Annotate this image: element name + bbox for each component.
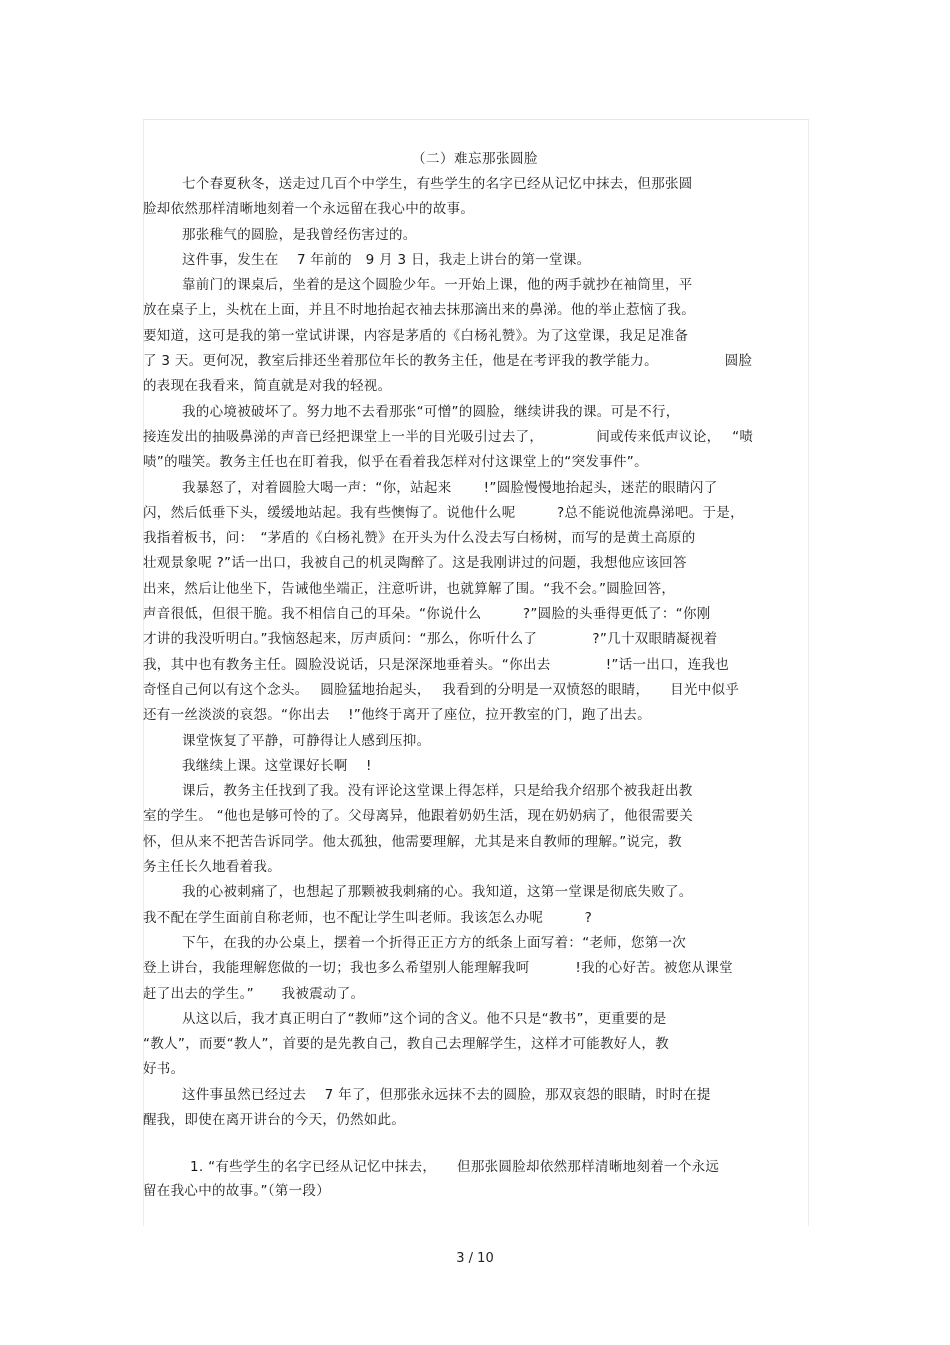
paragraph-line: “教人”，而要“教人”，首要的是先教自己，教自己去理解学生，这样才可能教好人，教 (143, 1036, 669, 1053)
paragraph-line: 靠前门的课桌后，坐着的是这个圆脸少年。一开始上课，他的两手就抄在袖筒里，平 (182, 277, 693, 294)
paragraph-line: 室的学生。 “他也是够可怜的了。父母离异，他跟着奶奶生活，现在奶奶病了，他很需要关 (143, 808, 694, 825)
paragraph-line: 这件事虽然已经过去 7 年了，但那张永远抹不去的圆脸，那双哀怨的眼睛，时时在提 (182, 1086, 711, 1103)
paragraph (143, 880, 807, 931)
paragraph-line: 出来，然后让他坐下，告诫他坐端正，注意听讲，也就算解了围。“我不会。”圆脸回答， (143, 580, 676, 597)
paragraph-line: 了 3 天。更何况，教室后排还坐着那位年长的教务主任，他是在考评我的教学能力。 圆脸 (143, 353, 753, 370)
paragraph-line: 我指着板书，问： “茅盾的《白杨礼赞》在开头为什么没去写白杨树，而写的是黄土高原的 (143, 530, 696, 547)
paragraph-line: 我，其中也有教务主任。圆脸没说话，只是深深地垂着头。“你出去 !”话一出口，连我也 (143, 656, 730, 673)
paragraph-line: 我的心被刺痛了，也想起了那颗被我刺痛的心。我知道，这第一堂课是彻底失败了。 (182, 884, 693, 901)
paragraph (143, 172, 807, 223)
question-line-2: 留在我心中的故事。”（第一段） (143, 1183, 330, 1199)
paragraph (143, 1007, 807, 1083)
paragraph (143, 223, 807, 248)
paragraph-line: 奇怪自己何以有这个念头。 圆脸猛地抬起头， 我看到的分明是一双愤怒的眼睛， 目光中似乎 (143, 681, 740, 698)
paragraph-line: 放在桌子上，头枕在上面，并且不时地抬起衣袖去抹那滴出来的鼻涕。他的举止惹恼了我。 (143, 302, 695, 319)
paragraph-line: 那张稚气的圆脸，是我曾经伤害过的。 (182, 226, 417, 243)
paragraph-line: 怀，但从来不把苦告诉同学。他太孤独，他需要理解，尤其是来自教师的理解。”说完，教 (143, 833, 682, 850)
question-block (143, 1155, 807, 1203)
paragraph-line: 从这以后，我才真正明白了“教师”这个词的含义。他不只是“教书”，更重要的是 (182, 1010, 667, 1027)
paragraph-line: 务主任长久地看着我。 (143, 859, 281, 876)
paragraph (143, 400, 807, 476)
paragraph-line: 还有一丝淡淡的哀怨。“你出去 !”他终于离开了座位，拉开教室的门，跑了出去。 (143, 707, 651, 724)
paragraph-line: 声音很低，但很干脆。我不相信自己的耳朵。“你说什么 ?”圆脸的头垂得更低了：“你刚 (143, 606, 711, 623)
paragraph-line: 课堂恢复了平静，可静得让人感到压抑。 (182, 732, 431, 749)
paragraph (143, 1083, 807, 1134)
question-line-1: 1. “有些学生的名字已经从记忆中抹去， 但那张圆脸却依然那样清晰地刻着一个永远 (190, 1159, 720, 1175)
paragraph (143, 273, 807, 399)
paragraph-line: 脸却依然那样清晰地刻着一个永远留在我心中的故事。 (143, 201, 475, 218)
paragraph (143, 931, 807, 1007)
paragraph-line: 闪，然后低垂下头，缓缓地站起。我有些懊悔了。说他什么呢 ?总不能说他流鼻涕吧。于是， (143, 504, 744, 521)
paragraph-line: 我的心境被破坏了。努力地不去看那张“可憎”的圆脸，继续讲我的课。可是不行， (182, 403, 680, 420)
paragraph-line: 我继续上课。这堂课好长啊 ! (182, 757, 372, 774)
paragraph-line: 的表现在我看来，简直就是对我的轻视。 (143, 378, 392, 395)
paragraph (143, 779, 807, 880)
paragraph-line: 啧”的嗤笑。教务主任也在盯着我，似乎在看着我怎样对付这课堂上的“突发事件”。 (143, 454, 648, 471)
paragraph-line: 才讲的我没听明白。”我恼怒起来，厉声质问：“那么，你听什么了 ?”几十双眼睛凝视着 (143, 631, 718, 648)
paragraph-line: 七个春夏秋冬，送走过几百个中学生，有些学生的名字已经从记忆中抹去，但那张圆 (182, 176, 693, 192)
paragraph-line: 醒我，即使在离开讲台的今天，仍然如此。 (143, 1111, 406, 1128)
paragraph-line: 我暴怒了，对着圆脸大喝一声：“你，站起来 !”圆脸慢慢地抬起头，迷茫的眼睛闪了 (182, 479, 718, 496)
paragraph (143, 248, 807, 273)
paragraph-line: 接连发出的抽吸鼻涕的声音已经把课堂上一半的目光吸引过去了， 间或传来低声议论， “啧 (143, 428, 754, 445)
paragraph-line: 课后，教务主任找到了我。没有评论这堂课上得怎样，只是给我介绍那个被我赶出教 (182, 783, 693, 800)
paragraph-line: 赶了出去的学生。” 我被震动了。 (143, 985, 365, 1002)
paragraph-line: 下午，在我的办公桌上，摆着一个折得正正方方的纸条上面写着：“老师，您第一次 (182, 934, 687, 951)
paragraph-line: 壮观景象呢 ?”话一出口，我被自己的机灵陶醉了。这是我刚讲过的问题，我想他应该回答 (143, 555, 687, 572)
paragraph-line: 要知道，这可是我的第一堂试讲课，内容是茅盾的《白杨礼赞》。为了这堂课，我足足准备 (143, 327, 689, 344)
paragraph-line: 我不配在学生面前自称老师，也不配让学生叫老师。我该怎么办呢 ? (143, 909, 593, 926)
paragraph (143, 754, 807, 779)
paragraph (143, 729, 807, 754)
article-body (143, 172, 807, 1133)
paragraph-line: 好书。 (143, 1061, 185, 1078)
paragraph-line: 这件事，发生在 7 年前的 9 月 3 日，我走上讲台的第一堂课。 (182, 251, 591, 268)
paragraph-line: 登上讲台，我能理解您做的一切；我也多么希望别人能理解我呵 !我的心好苦。被您从课堂 (143, 960, 733, 977)
paragraph (143, 476, 807, 729)
page-number: 3 / 10 (456, 1251, 494, 1266)
article-title: （二）难忘那张圆脸 (412, 151, 538, 167)
